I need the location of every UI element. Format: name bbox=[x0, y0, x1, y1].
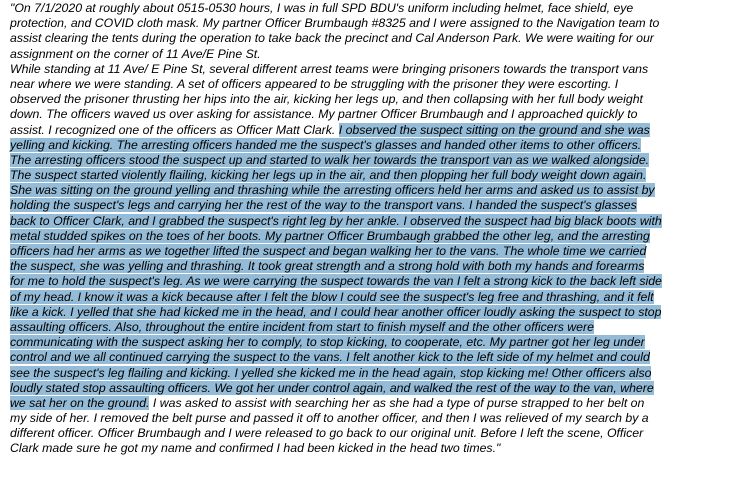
text-line bbox=[10, 381, 726, 396]
highlighted-text[interactable]: we sat her on the ground. bbox=[10, 395, 150, 410]
highlighted-text[interactable]: the suspect, she was yelling and thrashing. It took great strength and a strong hold with both my hands and forearms bbox=[10, 259, 645, 274]
highlighted-text[interactable]: holding the suspect's legs and carrying her the rest of the way to the transport vans. I handed the suspect's glasses bbox=[10, 198, 637, 213]
statement-text[interactable]: protection, and COVID cloth mask. My partner Officer Brumbaugh #8325 and I were assigned to the Navigation team to bbox=[10, 16, 660, 31]
statement-text[interactable]: I was asked to assist with searching her as she had a type of purse strapped to her belt on bbox=[149, 395, 645, 410]
text-line bbox=[10, 229, 726, 244]
text-line bbox=[10, 47, 726, 62]
highlighted-text[interactable]: metal studded spikes on the toes of her boots. My partner Officer Brumbaugh grabbed the other leg, and the arresting bbox=[10, 228, 650, 243]
text-line bbox=[10, 1, 726, 16]
highlighted-text[interactable]: She was sitting on the ground yelling and thrashing while the arresting officers held her arms and asked us to assist by bbox=[10, 183, 655, 198]
statement-text[interactable]: assist clearing the tents during the operation to take back the precinct and Cal Anderson Park. We were waiting for our bbox=[10, 31, 654, 46]
text-line bbox=[10, 183, 726, 198]
highlighted-text[interactable]: of my head. I know it was a kick because after I felt the blow I could see the suspect's leg free and thrashing, and it felt bbox=[10, 289, 654, 304]
statement-text[interactable]: my side of her. I removed the belt purse and passed it off to another officer, and then I was relieved of my search by a bbox=[10, 411, 649, 426]
text-line bbox=[10, 62, 726, 77]
text-line bbox=[10, 244, 726, 259]
text-line bbox=[10, 441, 726, 456]
statement-text[interactable]: Clark made sure he got my name and confirmed I had been kicked in the head two times." bbox=[10, 441, 501, 456]
text-line bbox=[10, 259, 726, 274]
text-line bbox=[10, 123, 726, 138]
highlighted-text[interactable]: The arresting officers stood the suspect up and started to walk her towards the transport van as we walked alongside. bbox=[10, 152, 650, 167]
text-line bbox=[10, 168, 726, 183]
highlighted-text[interactable]: I observed the suspect sitting on the ground and she was bbox=[338, 122, 650, 137]
statement-text[interactable]: While standing at 11 Ave/ E Pine St, several different arrest teams were bringing prisoners towards the transport vans bbox=[10, 61, 649, 76]
text-line bbox=[10, 16, 726, 31]
text-line bbox=[10, 198, 726, 213]
text-line bbox=[10, 31, 726, 46]
statement-text[interactable]: down. The officers waved us over asking for assistance. My partner Officer Brumbaugh and I approached quickly to bbox=[10, 107, 638, 122]
statement-text[interactable]: assist. I recognized one of the officers as Officer Matt Clark. bbox=[10, 122, 339, 137]
statement-text[interactable]: "On 7/1/2020 at roughly about 0515-0530 hours, I was in full SPD BDU's uniform including helmet, face shield, eye bbox=[10, 1, 634, 15]
text-line bbox=[10, 411, 726, 426]
highlighted-text[interactable]: communicating with the suspect asking her to comply, to stop kicking, to cooperate, etc. My partner got her leg under bbox=[10, 335, 645, 350]
statement-text[interactable]: near where we were standing. A set of officers appeared to be struggling with the prisoner they were escorting. I bbox=[10, 76, 619, 91]
text-line bbox=[10, 214, 726, 229]
text-line bbox=[10, 107, 726, 122]
highlighted-text[interactable]: officers had her arms as we together lifted the suspect and began walking her to the vans. The whole time we carried bbox=[10, 244, 647, 258]
highlighted-text[interactable]: back to Officer Clark, and I grabbed the suspect's right leg by her ankle. I observed the suspect had big black boots with bbox=[10, 213, 662, 228]
text-line bbox=[10, 366, 726, 381]
statement-text[interactable]: assignment on the corner of 11 Ave/E Pine St. bbox=[10, 46, 261, 61]
text-line bbox=[10, 153, 726, 168]
text-line bbox=[10, 335, 726, 350]
text-line bbox=[10, 77, 726, 92]
text-line bbox=[10, 305, 726, 320]
text-line bbox=[10, 350, 726, 365]
highlighted-text[interactable]: control and we all continued carrying the suspect to the vans. I felt another kick to the left side of my helmet and could bbox=[10, 350, 650, 365]
statement-document bbox=[10, 1, 726, 457]
text-line bbox=[10, 396, 726, 411]
text-line bbox=[10, 290, 726, 305]
text-line bbox=[10, 138, 726, 153]
statement-text[interactable]: observed the prisoner thrusting her hips into the air, kicking her legs up, and then collapsing with her full body weight bbox=[10, 92, 643, 107]
highlighted-text[interactable]: yelling and kicking. The arresting officers handed me the suspect's glasses and handed other items to other officers. bbox=[10, 137, 642, 152]
text-line bbox=[10, 274, 726, 289]
highlighted-text[interactable]: like a kick. I yelled that she had kicked me in the head, and I could hear another officer loudly asking the suspect to stop bbox=[10, 304, 662, 319]
text-line bbox=[10, 320, 726, 335]
highlighted-text[interactable]: see the suspect's leg flailing and kicking. I yelled she kicked me in the head again, stop kicking me! Other officers also bbox=[10, 365, 652, 380]
highlighted-text[interactable]: for me to hold the suspect's leg. As we were carrying the suspect towards the van I felt a strong kick to the back left side bbox=[10, 274, 662, 289]
statement-text[interactable]: different officer. Officer Brumbaugh and I were released to go back to our original unit. Before I left the scene, Officer bbox=[10, 426, 644, 441]
highlighted-text[interactable]: The suspect started violently flailing, kicking her legs up in the air, and then plopping her full body weight down again. bbox=[10, 168, 647, 183]
highlighted-text[interactable]: assaulting officers. Also, throughout the entire incident from start to finish myself and the other officers were bbox=[10, 319, 594, 334]
highlighted-text[interactable]: loudly stated stop assaulting officers. We got her under control again, and walked the rest of the way to the van, where bbox=[10, 380, 654, 395]
text-line bbox=[10, 426, 726, 441]
text-line bbox=[10, 92, 726, 107]
